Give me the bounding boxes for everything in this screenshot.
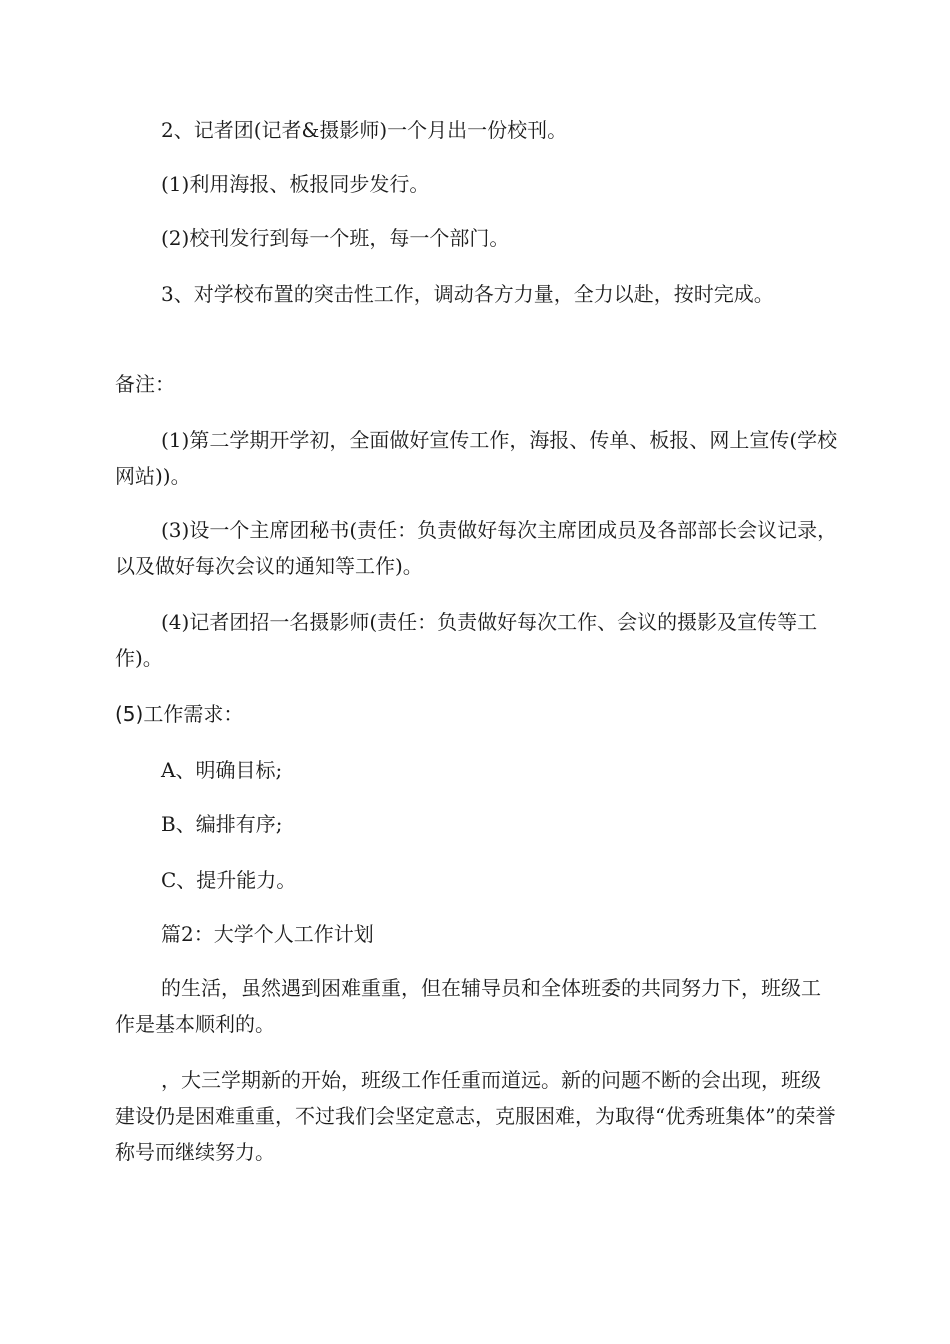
requirement-a: A、明确目标; — [161, 758, 283, 782]
requirement-c: C、提升能力。 — [161, 868, 297, 892]
paragraph-item-2: 2、记者团(记者&摄影师)一个月出一份校刊。 — [161, 118, 568, 142]
body-paragraph-2: ，大三学期新的开始，班级工作任重而道远。新的问题不断的会出现，班级建设仍是困难重重，不过我们会坚定意志，克服困难，为取得“优秀班集体”的荣誉称号而继续努力。 — [115, 1068, 836, 1164]
section-title: 篇2：大学个人工作计划 — [161, 922, 374, 946]
paragraph-item-2-2: (2)校刊发行到每一个班，每一个部门。 — [161, 226, 510, 250]
note-item-1: (1)第二学期开学初，全面做好宣传工作，海报、传单、板报、网上宣传(学校网站))。 — [115, 428, 838, 488]
notes-heading: 备注： — [115, 372, 175, 396]
requirement-b: B、编排有序; — [161, 812, 283, 836]
note-item-3: (3)设一个主席团秘书(责任：负责做好每次主席团成员及各部部长会议记录，以及做好每次会议的通知等工作)。 — [115, 518, 838, 578]
work-requirements-heading: (5)工作需求： — [115, 702, 244, 726]
note-item-4: (4)记者团招一名摄影师(责任：负责做好每次工作、会议的摄影及宣传等工作)。 — [115, 610, 818, 670]
body-paragraph-1: 的生活，虽然遇到困难重重，但在辅导员和全体班委的共同努力下，班级工作是基本顺利的。 — [115, 976, 821, 1036]
paragraph-item-3: 3、对学校布置的突击性工作，调动各方力量，全力以赴，按时完成。 — [161, 282, 774, 306]
paragraph-item-2-1: (1)利用海报、板报同步发行。 — [161, 172, 430, 196]
